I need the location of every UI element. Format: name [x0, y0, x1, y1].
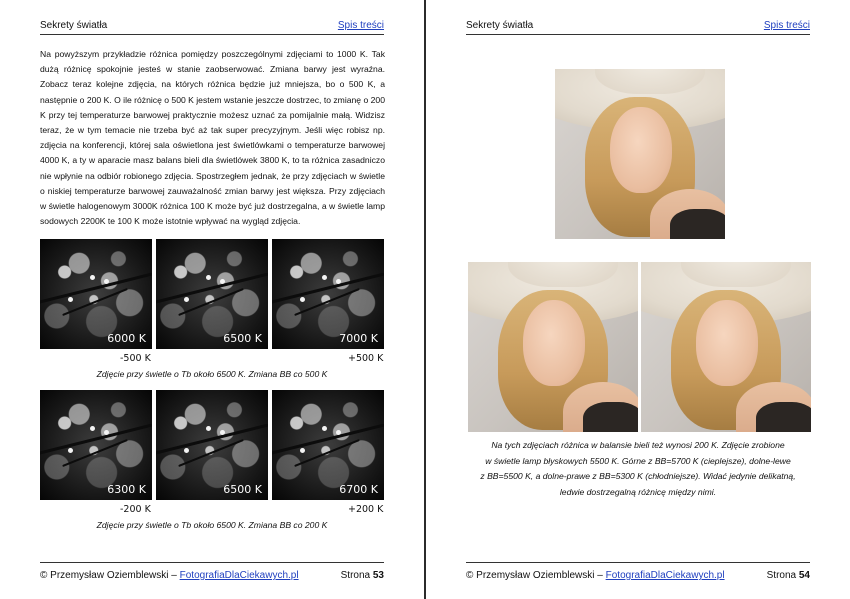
footer-author: © Przemysław Oziemblewski – — [466, 570, 606, 581]
delta-row-500 — [40, 353, 384, 365]
header-rule — [466, 34, 810, 35]
footer-author: © Przemysław Oziemblewski – — [40, 570, 180, 581]
delta-row-200 — [40, 504, 384, 516]
footer-rule — [466, 562, 810, 563]
page-number — [341, 570, 384, 581]
thumb-kelvin-label: 6500 K — [223, 483, 262, 496]
photo-thumbnail — [156, 390, 268, 500]
left-page — [0, 0, 424, 599]
toc-link[interactable]: Spis treści — [337, 20, 384, 31]
page-footer — [466, 570, 810, 584]
figure-caption — [466, 438, 810, 500]
header-title: Sekrety światła — [40, 20, 108, 31]
caption-line: z BB=5500 K, a dolne-prawe z BB=5300 K (chłodniejsze). Widać jedynie delikatną, — [480, 471, 796, 481]
page-header — [466, 20, 810, 34]
body-paragraph: Na powyższym przykładzie różnica pomiędzy poszczególnymi zdjęciami to 1000 K. Tak dużą różnicę spokojnie jesteś w stanie zaobserwować. Zmiana barwy jest wyraźna. Zobacz teraz kolejne zdjęcia, na których różnica będzie już mniejsza, bo o 500 K, a następnie o 200 K. O ile różnicę o 500 K jestem wstanie jeszcze dostrzec, to zmianę o 200 K przy tej temperaturze barwowej praktycznie możesz uznać za pomijalnie małą. Widzisz teraz, że w tym temacie nie trzeba być aż tak super precyzyjnym. Jeśli więc robisz np. zdjęcia na konferencji, której sala oświetlona jest świetlówkami o temperaturze barwowej 4000 K, a ty w aparacie masz balans bieli dla świetlówek 3800 K, to ta różnica zasadniczo nie wpłynie na odbiór robionego zdjęcia. Spostrzegłem jednak, że przy zdjęciach w świetle o niskiej temperaturze barwowej zauważalność zmian barwy jest większa. Przy zdjęciach w świetle halogenowym 3000K różnica 100 K może być już dostrzegalna, a w świetle lamp sodowych 2200K te 100 K może istotnie wpływać na wygląd zdjęcia. — [40, 49, 385, 227]
photo-thumbnail — [40, 390, 152, 500]
caption-line: ledwie dostrzegalną różnicę między nimi. — [559, 486, 717, 497]
portrait-photo-top — [555, 69, 725, 239]
footer-copyright — [466, 570, 725, 581]
page-number-value: 53 — [372, 570, 384, 581]
caption-line: w świetle lamp błyskowych 5500 K. Górne z BB=5700 K (cieplejsze), dolne-lewe — [485, 455, 791, 466]
footer-rule — [40, 562, 384, 563]
figure-caption: Zdjęcie przy świetle o Tb około 6500 K. Zmiana BB co 500 K — [96, 369, 328, 379]
delta-minus: -200 K — [120, 504, 151, 515]
thumb-kelvin-label: 6000 K — [107, 332, 146, 345]
thumb-row-500 — [40, 239, 384, 349]
thumb-kelvin-label: 7000 K — [339, 332, 378, 345]
header-title: Sekrety światła — [466, 20, 534, 31]
delta-minus: -500 K — [120, 353, 151, 364]
page-footer — [40, 570, 384, 584]
delta-plus: +200 K — [348, 504, 384, 515]
footer-copyright — [40, 570, 299, 581]
right-page — [426, 0, 850, 599]
photo-thumbnail — [272, 239, 384, 349]
toc-link[interactable]: Spis treści — [763, 20, 810, 31]
header-rule — [40, 34, 384, 35]
thumb-kelvin-label: 6300 K — [107, 483, 146, 496]
page-number-value: 54 — [798, 570, 810, 581]
portrait-photo-bottom-left — [468, 262, 638, 432]
figure-caption: Zdjęcie przy świetle o Tb około 6500 K. Zmiana BB co 200 K — [96, 520, 328, 530]
thumb-row-200 — [40, 390, 384, 500]
thumb-kelvin-label: 6700 K — [339, 483, 378, 496]
page-label: Strona — [766, 570, 797, 581]
page-header — [40, 20, 384, 34]
footer-site-link[interactable]: FotografiaDlaCiekawych.pl — [179, 570, 299, 581]
thumb-kelvin-label: 6500 K — [223, 332, 262, 345]
delta-plus: +500 K — [348, 353, 384, 364]
caption-line: Na tych zdjęciach różnica w balansie bieli też wynosi 200 K. Zdjęcie zrobione — [491, 440, 785, 450]
page-number — [767, 570, 810, 581]
photo-thumbnail — [156, 239, 268, 349]
page-label: Strona — [340, 570, 371, 581]
photo-thumbnail — [40, 239, 152, 349]
footer-site-link[interactable]: FotografiaDlaCiekawych.pl — [605, 570, 725, 581]
portrait-photo-bottom-right — [641, 262, 811, 432]
photo-thumbnail — [272, 390, 384, 500]
